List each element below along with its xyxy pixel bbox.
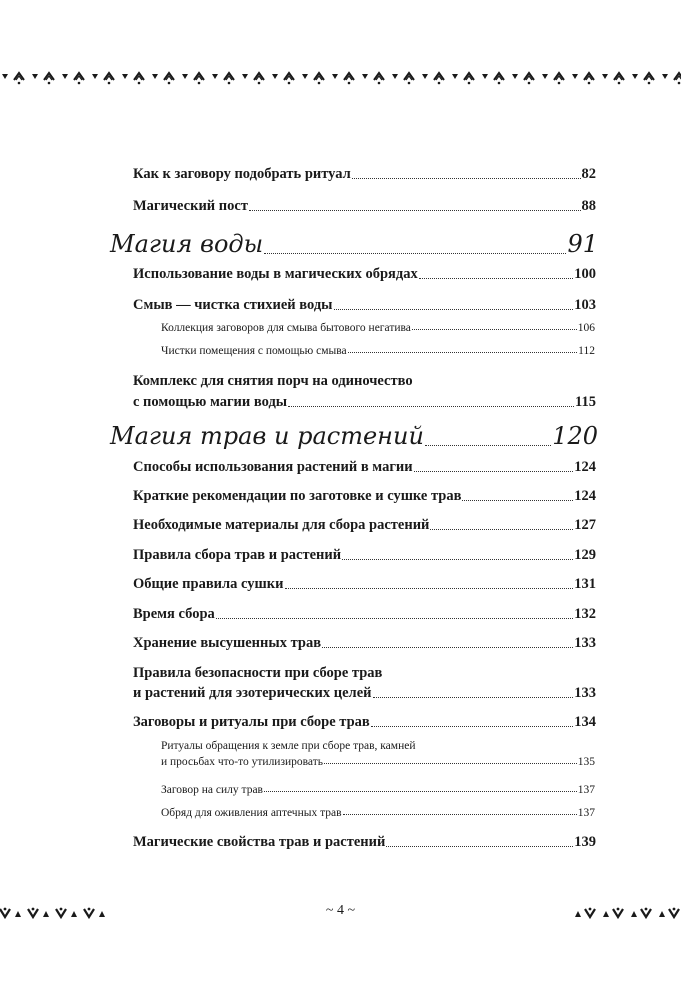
toc-subentry-title: Чистки помещения с помощью смыва bbox=[161, 345, 347, 357]
top-ornament-border bbox=[0, 68, 681, 90]
leader-dots bbox=[462, 500, 573, 501]
leader-dots bbox=[348, 352, 578, 353]
leader-dots bbox=[285, 588, 574, 589]
toc-entry[interactable] bbox=[133, 714, 596, 731]
toc-entry-title: Правила сбора трав и растений bbox=[133, 547, 342, 563]
leader-dots bbox=[419, 278, 574, 279]
leader-dots bbox=[216, 618, 573, 619]
toc-entry[interactable] bbox=[133, 459, 596, 476]
toc-entry[interactable] bbox=[133, 547, 596, 564]
toc-entry-page: 127 bbox=[574, 517, 596, 533]
toc-subentry-page: 106 bbox=[577, 322, 595, 334]
leader-dots bbox=[264, 253, 566, 254]
toc-entry[interactable] bbox=[133, 297, 596, 314]
toc-subentry[interactable] bbox=[161, 322, 595, 334]
toc-subentry[interactable] bbox=[161, 345, 595, 357]
toc-entry-page: 124 bbox=[574, 488, 596, 504]
toc-entry-page: 139 bbox=[574, 834, 596, 850]
toc-entry-title-line2: с помощью магии воды bbox=[133, 394, 288, 410]
toc-subentry-page: 137 bbox=[577, 807, 595, 819]
toc-entry-title: Краткие рекомендации по заготовке и сушке трав bbox=[133, 488, 462, 504]
leader-dots bbox=[373, 697, 574, 698]
toc-entry-title: Магический пост bbox=[133, 198, 248, 214]
leader-dots bbox=[334, 309, 574, 310]
toc-section-title: Магия воды bbox=[110, 230, 264, 258]
toc-entry-title-line1: Правила безопасности при сборе трав bbox=[133, 665, 383, 681]
leader-dots bbox=[343, 814, 577, 815]
toc-entry-title: Время сбора bbox=[133, 606, 215, 622]
page-number: ~ 4 ~ bbox=[325, 903, 356, 918]
toc-entry[interactable] bbox=[133, 488, 596, 505]
toc-section-title: Магия трав и растений bbox=[110, 422, 424, 450]
toc-entry-page: 132 bbox=[574, 606, 596, 622]
leader-dots bbox=[412, 329, 577, 330]
leader-dots bbox=[414, 471, 574, 472]
leader-dots bbox=[352, 178, 581, 179]
toc-entry[interactable] bbox=[133, 373, 596, 411]
toc-subentry-page: 137 bbox=[577, 784, 595, 796]
leader-dots bbox=[371, 726, 574, 727]
toc-entry-page: 131 bbox=[574, 576, 596, 592]
toc-entry[interactable] bbox=[133, 517, 596, 534]
leader-dots bbox=[386, 846, 573, 847]
leader-dots bbox=[264, 791, 577, 792]
footer-ornament-right bbox=[571, 905, 681, 926]
toc-entry-page: 82 bbox=[581, 166, 596, 182]
leader-dots bbox=[324, 763, 577, 764]
toc-entry[interactable] bbox=[133, 198, 596, 215]
toc-entry-page: 100 bbox=[574, 266, 596, 282]
toc-subentry[interactable] bbox=[161, 784, 595, 796]
toc-section-heading[interactable] bbox=[110, 230, 598, 258]
leader-dots bbox=[342, 559, 573, 560]
toc-entry-page: 115 bbox=[575, 394, 596, 410]
toc-subentry-title-line1: Ритуалы обращения к земле при сборе трав, камней bbox=[161, 740, 416, 752]
toc-subentry[interactable] bbox=[161, 807, 595, 819]
toc-entry[interactable] bbox=[133, 166, 596, 183]
toc-entry-title: Необходимые материалы для сбора растений bbox=[133, 517, 430, 533]
toc-entry-page: 133 bbox=[574, 685, 596, 701]
leader-dots bbox=[249, 210, 581, 211]
toc-subentry-title: Коллекция заговоров для смыва бытового негатива bbox=[161, 322, 411, 334]
toc-entry-page: 124 bbox=[574, 459, 596, 475]
toc-entry-title: Способы использования растений в магии bbox=[133, 459, 413, 475]
toc-entry-title: Как к заговору подобрать ритуал bbox=[133, 166, 351, 182]
toc-entry-title-line2: и растений для эзотерических целей bbox=[133, 685, 372, 701]
toc-subentry-page: 135 bbox=[577, 756, 595, 768]
toc-entry-title: Магические свойства трав и растений bbox=[133, 834, 386, 850]
toc-entry-title: Смыв — чистка стихией воды bbox=[133, 297, 333, 313]
leader-dots bbox=[430, 529, 573, 530]
toc-entry[interactable] bbox=[133, 635, 596, 652]
toc-section-page: 91 bbox=[567, 230, 598, 258]
toc-entry[interactable] bbox=[133, 834, 596, 851]
toc-entry[interactable] bbox=[133, 576, 596, 593]
toc-section-heading[interactable] bbox=[110, 422, 598, 450]
leader-dots bbox=[288, 406, 574, 407]
toc-entry-page: 129 bbox=[574, 547, 596, 563]
toc-entry-title: Использование воды в магических обрядах bbox=[133, 266, 418, 282]
toc-entry-page: 133 bbox=[574, 635, 596, 651]
toc-subentry-title: Обряд для оживления аптечных трав bbox=[161, 807, 342, 819]
toc-entry-title: Общие правила сушки bbox=[133, 576, 284, 592]
leader-dots bbox=[425, 445, 551, 446]
toc-entry[interactable] bbox=[133, 665, 596, 702]
toc-entry-title-line1: Комплекс для снятия порч на одиночество bbox=[133, 373, 413, 389]
toc-subentry-page: 112 bbox=[578, 345, 595, 357]
toc-entry-page: 88 bbox=[581, 198, 596, 214]
toc-entry-title: Хранение высушенных трав bbox=[133, 635, 322, 651]
toc-entry[interactable] bbox=[133, 606, 596, 623]
toc-entry-title: Заговоры и ритуалы при сборе трав bbox=[133, 714, 370, 730]
toc-subentry[interactable] bbox=[161, 740, 595, 768]
toc-entry[interactable] bbox=[133, 266, 596, 283]
toc-subentry-title-line2: и просьбах что-то утилизировать bbox=[161, 756, 324, 768]
toc-section-page: 120 bbox=[552, 422, 598, 450]
toc-entry-page: 103 bbox=[574, 297, 596, 313]
toc-entry-page: 134 bbox=[574, 714, 596, 730]
toc-subentry-title: Заговор на силу трав bbox=[161, 784, 263, 796]
leader-dots bbox=[322, 647, 573, 648]
